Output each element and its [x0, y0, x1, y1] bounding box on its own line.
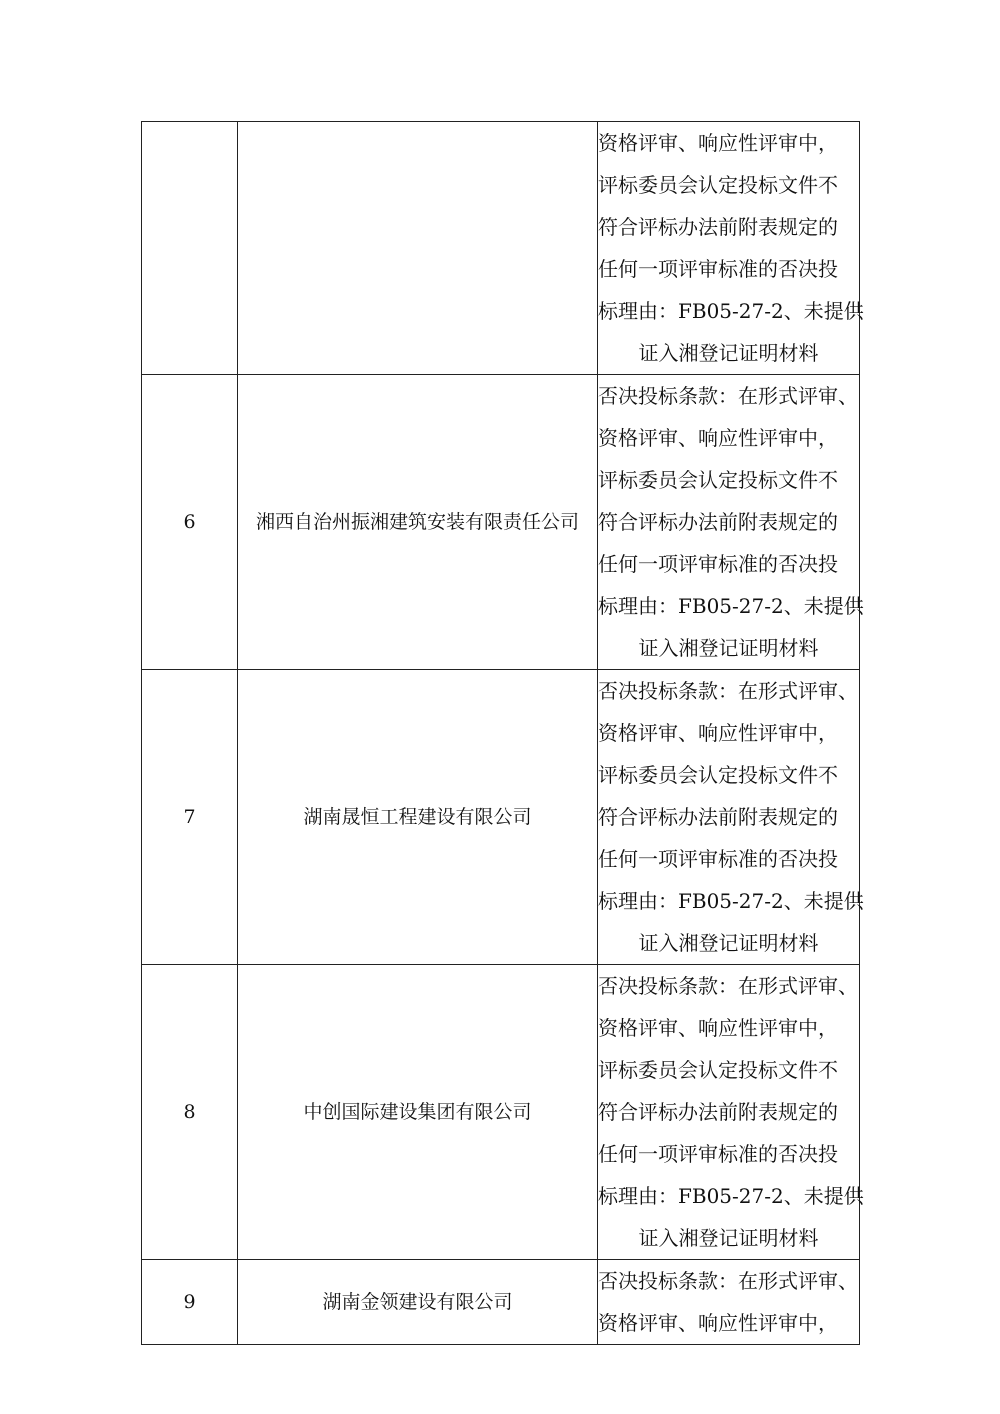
reason-line: 资格评审、响应性评审中，: [598, 721, 838, 745]
reason-line: 任何一项评审标准的否决投: [598, 552, 838, 576]
rejection-reason: [598, 965, 864, 1260]
row-number: 6: [142, 375, 238, 670]
reason-line: 否决投标条款：在形式评审、: [598, 384, 858, 408]
reason-line: 否决投标条款：在形式评审、: [598, 679, 858, 703]
reason-line: 标理由：FB05-27-2、未提供: [598, 889, 864, 913]
reason-line: 证入湘登记证明材料: [638, 1226, 819, 1250]
reason-line: 证入湘登记证明材料: [638, 636, 819, 660]
reason-line: 标理由：FB05-27-2、未提供: [598, 594, 864, 618]
company-name: 湖南晟恒工程建设有限公司: [238, 670, 598, 965]
reason-line: 任何一项评审标准的否决投: [598, 1142, 838, 1166]
row-number: 7: [142, 670, 238, 965]
reason-line: 符合评标办法前附表规定的: [598, 215, 838, 239]
table-row: [142, 1260, 860, 1345]
company-name: 湘西自治州振湘建筑安装有限责任公司: [238, 375, 598, 670]
reason-line: 资格评审、响应性评审中，: [598, 1311, 838, 1335]
company-name: 湖南金领建设有限公司: [238, 1260, 598, 1345]
reason-line: 符合评标办法前附表规定的: [598, 1100, 838, 1124]
reason-line: 资格评审、响应性评审中，: [598, 426, 838, 450]
rejection-reason: [598, 375, 864, 670]
reason-line: 标理由：FB05-27-2、未提供: [598, 299, 864, 323]
reason-line: 评标委员会认定投标文件不: [598, 173, 838, 197]
reason-line: 标理由：FB05-27-2、未提供: [598, 1184, 864, 1208]
rejection-reason: [598, 670, 864, 965]
row-number: [142, 122, 238, 375]
reason-line: 评标委员会认定投标文件不: [598, 1058, 838, 1082]
table-row: [142, 375, 860, 670]
reason-line: 任何一项评审标准的否决投: [598, 847, 838, 871]
rejection-reason: [598, 1260, 860, 1345]
reason-line: 否决投标条款：在形式评审、: [598, 1269, 858, 1293]
rejection-reason: [598, 122, 864, 375]
row-number: 8: [142, 965, 238, 1260]
reason-line: 否决投标条款：在形式评审、: [598, 974, 858, 998]
company-name: 中创国际建设集团有限公司: [238, 965, 598, 1260]
table-row: [142, 122, 860, 375]
company-name: [238, 122, 598, 375]
reason-line: 资格评审、响应性评审中，: [598, 1016, 838, 1040]
reason-line: 证入湘登记证明材料: [638, 341, 819, 365]
reason-line: 资格评审、响应性评审中，: [598, 131, 838, 155]
rejected-bids-table: [141, 121, 864, 1345]
reason-line: 任何一项评审标准的否决投: [598, 257, 838, 281]
row-number: 9: [142, 1260, 238, 1345]
table-row: [142, 965, 860, 1260]
table-row: [142, 670, 860, 965]
reason-line: 证入湘登记证明材料: [638, 931, 819, 955]
reason-line: 评标委员会认定投标文件不: [598, 468, 838, 492]
reason-line: 符合评标办法前附表规定的: [598, 510, 838, 534]
reason-line: 符合评标办法前附表规定的: [598, 805, 838, 829]
reason-line: 评标委员会认定投标文件不: [598, 763, 838, 787]
